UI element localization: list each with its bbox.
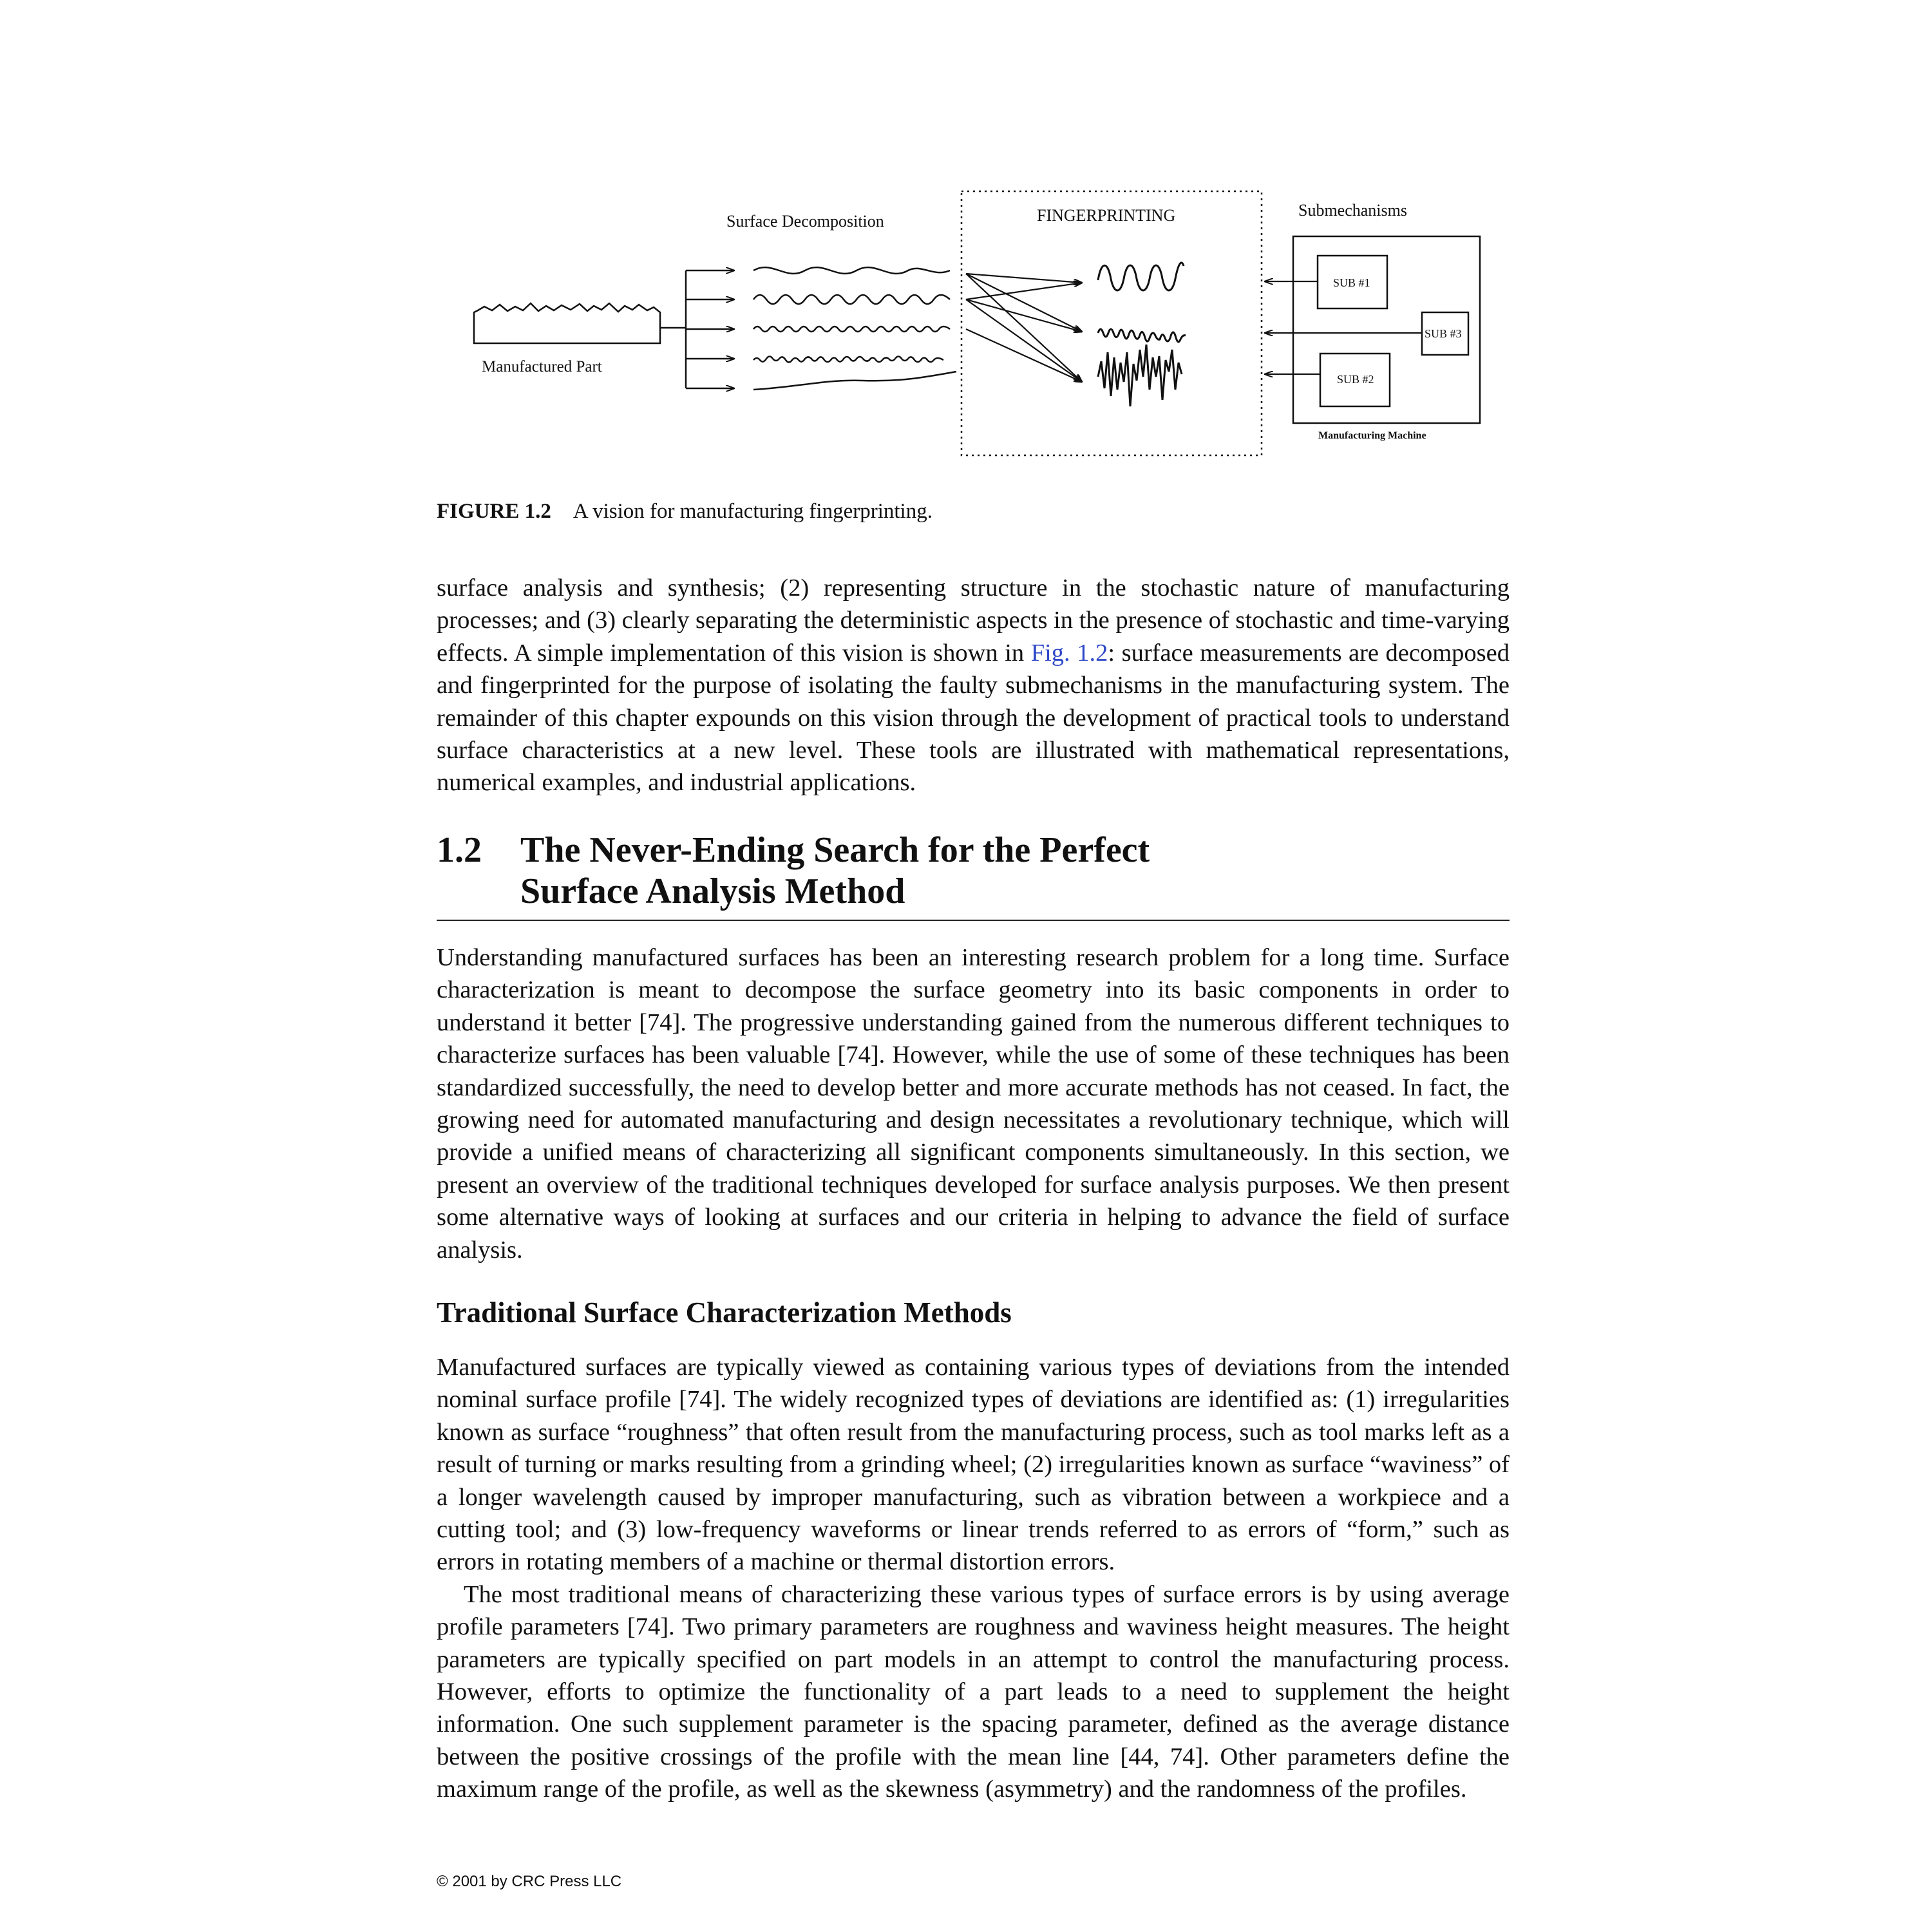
subsection-paragraph-1: Manufactured surfaces are typically viewed as containing various types of deviations from the intended nominal surface profile [74]. The widely recognized types of deviations are identified as: (1) irregularities known as surface “roughness” that often result from the manufacturing process, such as tool marks left as a result of turning or marks resulting from a grinding wheel; (2) irregularities known as surface “waviness” of a longer wavelength caused by improper manufacturing, such as vibration between a workpiece and a cutting tool; and (3) low-frequency waveforms or linear trends referred to as errors of “form,” such as errors in rotating members of a machine or thermal distortion errors. bbox=[437, 1354, 1510, 1576]
intro-paragraph-block bbox=[437, 572, 1510, 799]
manufacturing-machine-label: Manufacturing Machine bbox=[1318, 430, 1426, 441]
manufactured-part-label: Manufactured Part bbox=[482, 358, 602, 375]
figure-caption-label: FIGURE 1.2 bbox=[437, 500, 551, 523]
subsection-paragraph-block bbox=[437, 1351, 1510, 1806]
surface-decomposition-label: Surface Decomposition bbox=[726, 212, 884, 231]
intro-text-after: : surface measurements are decomposed and fingerprinted for the purpose of isolating the faulty submechanisms in the manufacturing system. The remainder of this chapter expounds on this vision through the development of practical tools to understand surface characteristics at a new level. These tools are illustrated with mathematical representations, numerical examples, and industrial applications. bbox=[437, 639, 1510, 797]
section-paragraph: Understanding manufactured surfaces has been an interesting research problem for a long time. Surface characterization is meant to decompose the surface geometry into its basic components in order to understand it better [74]. The progressive understanding gained from the numerous different techniques to characterize surfaces has been valuable [74]. However, while the use of some of these techniques has been standardized successfully, the need to develop better and more accurate methods has not ceased. In fact, the growing need for automated manufacturing and design necessitates a revolutionary technique, which will provide a unified means of characterizing all significant components simultaneously. In this section, we present an overview of the traditional techniques developed for surface analysis purposes. We then present some alternative ways of looking at surfaces and our criteria in helping to advance the field of surface analysis. bbox=[437, 944, 1510, 1264]
figure-reference-link[interactable]: Fig. 1.2 bbox=[1030, 639, 1108, 667]
fingerprinting-label: FINGERPRINTING bbox=[1037, 206, 1176, 225]
figure-caption-text: A vision for manufacturing fingerprinting. bbox=[573, 500, 933, 523]
fingerprinting-diagram-svg bbox=[464, 184, 1494, 467]
submechanism-arrows bbox=[1265, 281, 1422, 374]
intro-text-before: surface analysis and synthesis; (2) representing structure in the stochastic nature of manufacturing processes; and (3) clearly separating the deterministic aspects in the presence of stochastic and time-varying effects. A simple implementation of this vision is shown in bbox=[437, 574, 1510, 667]
section-number: 1.2 bbox=[437, 830, 482, 870]
decomposition-branches bbox=[660, 270, 734, 388]
fingerprint-signals bbox=[1098, 263, 1186, 406]
fingerprinting-arrows bbox=[966, 274, 1082, 382]
sub3-label: SUB #3 bbox=[1425, 327, 1462, 340]
copyright-footer: © 2001 by CRC Press LLC bbox=[437, 1873, 622, 1890]
subsection-paragraph-2: The most traditional means of characterizing these various types of surface errors is by using average profile parameters [74]. Two primary parameters are roughness and waviness height measures. The height parameters are typically specified on part models in an attempt to control the manufacturing process. However, efforts to optimize the functionality of a part leads to a need to supplement the height information. One such supplement parameter is the spacing parameter, defined as the average distance between the positive crossings of the profile with the mean line [44, 74]. Other parameters define the maximum range of the profile, as well as the skewness (asymmetry) and the randomness of the profiles. bbox=[437, 1580, 1510, 1803]
figure-caption bbox=[437, 498, 933, 524]
fingerprinting-box bbox=[961, 191, 1262, 455]
manufactured-part bbox=[474, 303, 660, 343]
section-heading bbox=[437, 829, 1510, 921]
section-paragraph-block bbox=[437, 942, 1510, 1266]
intro-paragraph bbox=[437, 572, 1510, 799]
section-title: The Never-Ending Search for the Perfect Surface Analysis Method bbox=[520, 830, 1150, 911]
figure-1-2-diagram bbox=[464, 184, 1494, 467]
sub2-label: SUB #2 bbox=[1337, 373, 1374, 386]
submechanisms-label: Submechanisms bbox=[1298, 201, 1407, 220]
decomposed-profiles bbox=[753, 267, 956, 390]
sub1-label: SUB #1 bbox=[1333, 276, 1370, 289]
subsection-heading: Traditional Surface Characterization Methods bbox=[437, 1296, 1012, 1329]
